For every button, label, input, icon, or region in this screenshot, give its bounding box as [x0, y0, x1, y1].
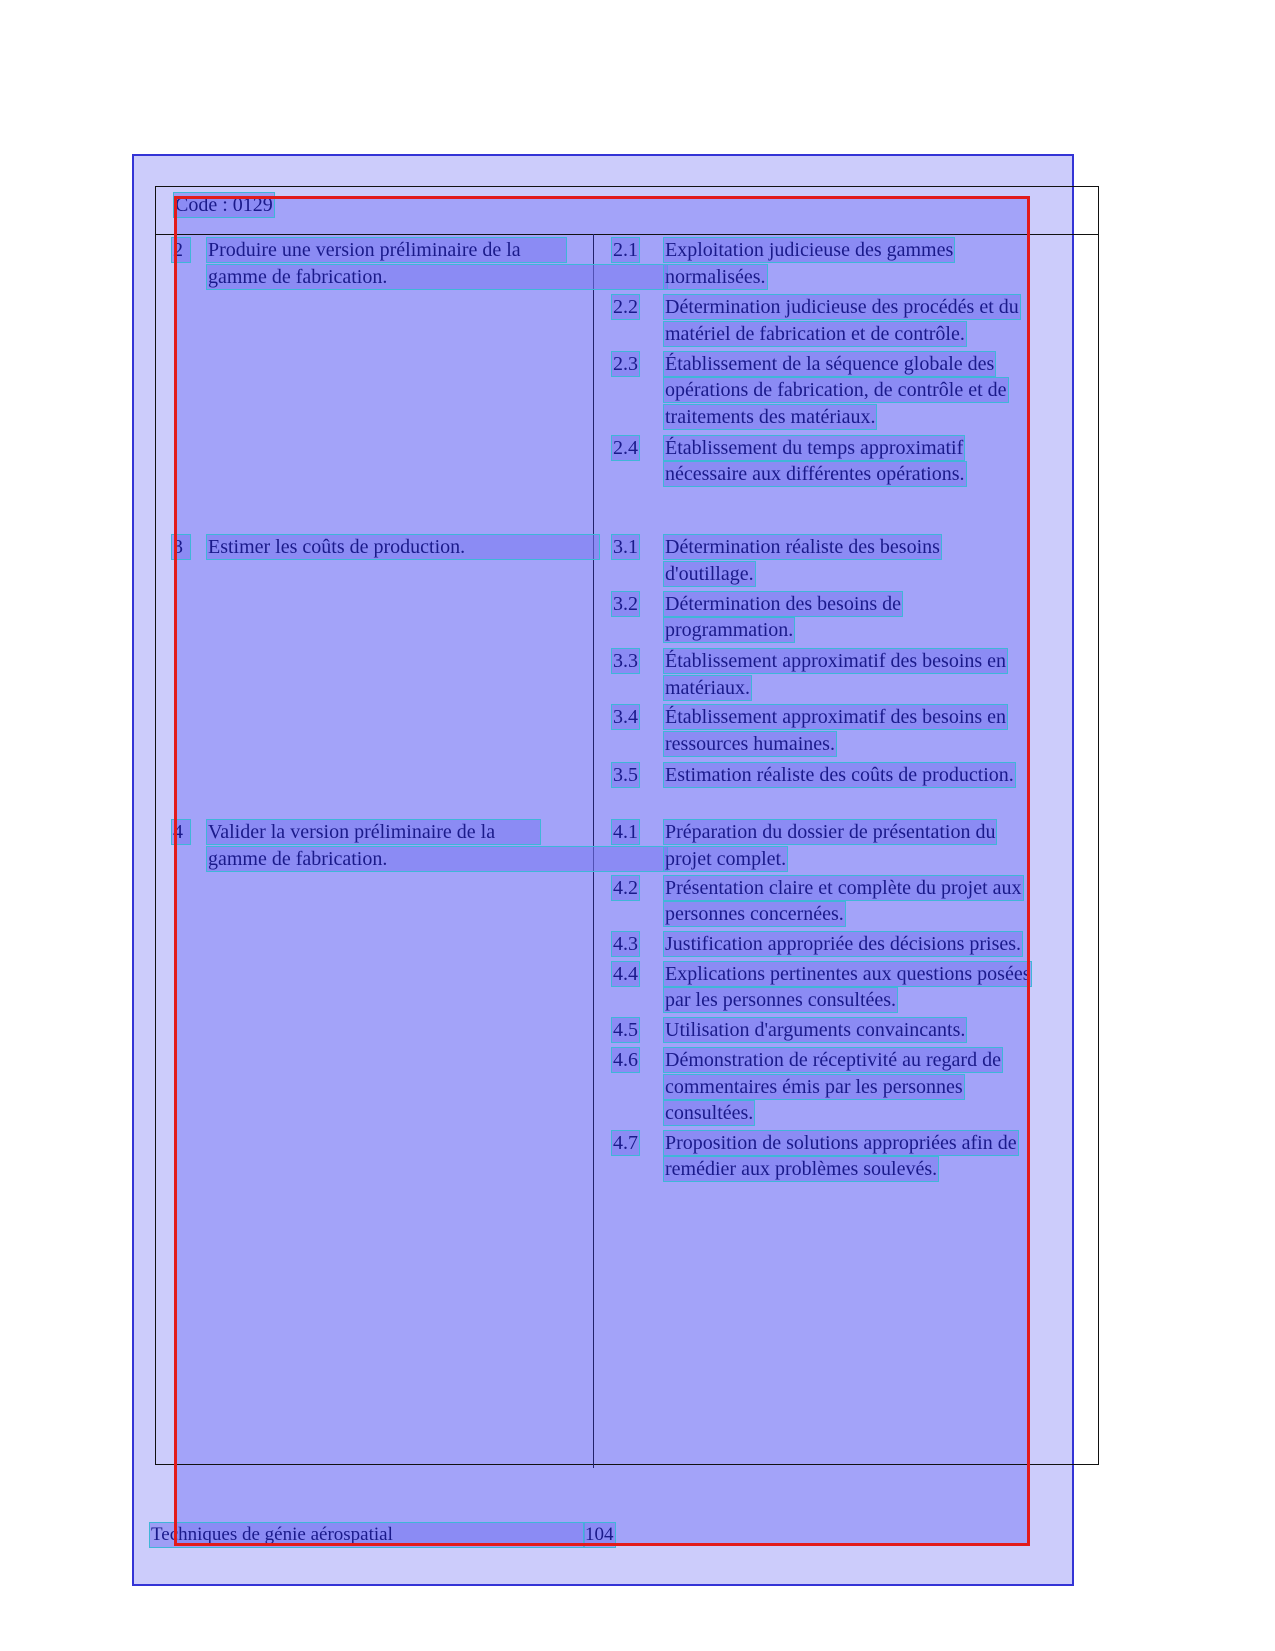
criterion-text: Exploitation judicieuse des gammes	[665, 239, 954, 261]
criterion-text: normalisées.	[665, 266, 766, 288]
criterion-number: 4.4	[613, 963, 638, 985]
criterion-text: par les personnes consultées.	[665, 989, 897, 1011]
criterion-number: 4.5	[613, 1019, 638, 1041]
criterion-text: nécessaire aux différentes opérations.	[665, 463, 965, 485]
criterion-text: traitements des matériaux.	[665, 406, 876, 428]
criterion-number: 4.7	[613, 1132, 638, 1154]
element-text: Estimer les coûts de production.	[207, 535, 599, 559]
criterion-text: matériaux.	[665, 677, 750, 699]
criterion-number: 3.3	[613, 650, 638, 672]
criterion-number: 3.2	[613, 593, 638, 615]
criterion-text: Démonstration de réceptivité au regard de	[665, 1049, 1001, 1071]
footer-page-number: 104	[585, 1524, 614, 1545]
criterion-number: 4.6	[613, 1049, 638, 1071]
criterion-text: commentaires émis par les personnes	[665, 1076, 963, 1098]
criterion-text: ressources humaines.	[665, 733, 835, 755]
criterion-text: Établissement approximatif des besoins en	[665, 650, 1007, 672]
criterion-text: personnes concernées.	[665, 903, 844, 925]
element-text: Produire une version préliminaire de la	[207, 238, 566, 262]
criterion-text: Détermination judicieuse des procédés et du	[665, 296, 1019, 318]
criterion-text: Explications pertinentes aux questions posées	[665, 963, 1031, 985]
element-number: 4	[172, 820, 190, 844]
criterion-text: Justification appropriée des décisions prises.	[665, 933, 1022, 955]
criterion-text: Préparation du dossier de présentation du	[665, 821, 996, 843]
criterion-text: consultées.	[665, 1102, 754, 1124]
element-text: gamme de fabrication.	[207, 265, 667, 289]
element-text: Valider la version préliminaire de la	[207, 820, 540, 844]
criterion-text: Estimation réaliste des coûts de production.	[665, 764, 1014, 786]
criterion-text: matériel de fabrication et de contrôle.	[665, 323, 965, 345]
criterion-number: 2.1	[613, 239, 638, 261]
criterion-text: Détermination réaliste des besoins	[665, 536, 940, 558]
element-number: 3	[172, 535, 190, 559]
criterion-number: 2.3	[613, 353, 638, 375]
criterion-number: 3.5	[613, 764, 638, 786]
criterion-text: Proposition de solutions appropriées afin de	[665, 1132, 1017, 1154]
criterion-number: 4.2	[613, 877, 638, 899]
criterion-number: 4.1	[613, 821, 638, 843]
criterion-number: 3.4	[613, 706, 638, 728]
footer-program: Techniques de génie aérospatial	[150, 1523, 584, 1547]
criterion-text: Établissement approximatif des besoins en	[665, 706, 1007, 728]
criterion-number: 4.3	[613, 933, 638, 955]
criterion-text: programmation.	[665, 619, 794, 641]
criterion-text: Utilisation d'arguments convaincants.	[665, 1019, 966, 1041]
criterion-text: projet complet.	[665, 848, 787, 870]
criterion-text: Présentation claire et complète du projet aux	[665, 877, 1022, 899]
criterion-number: 2.2	[613, 296, 638, 318]
table-header-rule	[155, 234, 1099, 235]
criterion-number: 2.4	[613, 437, 638, 459]
criterion-text: Établissement de la séquence globale des	[665, 353, 995, 375]
criterion-number: 3.1	[613, 536, 638, 558]
criterion-text: Détermination des besoins de	[665, 593, 902, 615]
element-text: gamme de fabrication.	[207, 847, 667, 871]
criterion-text: d'outillage.	[665, 563, 754, 585]
element-number: 2	[172, 238, 190, 262]
criterion-text: opérations de fabrication, de contrôle et de	[665, 379, 1007, 401]
code-label: Code : 0129	[175, 194, 273, 216]
criterion-text: Établissement du temps approximatif	[665, 437, 964, 459]
criterion-text: remédier aux problèmes soulevés.	[665, 1158, 938, 1180]
